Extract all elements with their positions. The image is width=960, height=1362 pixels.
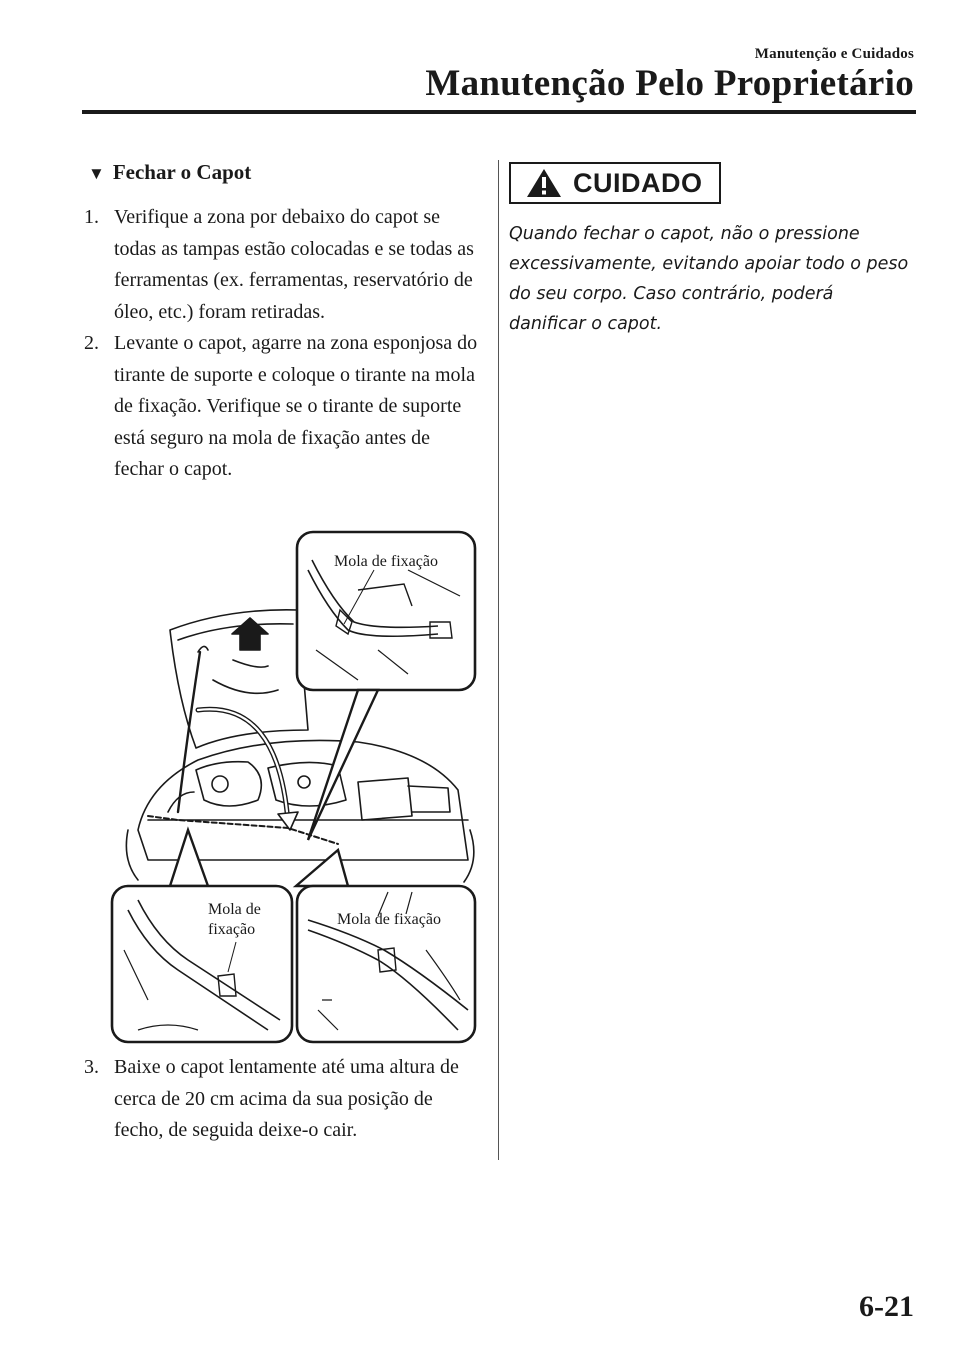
- label-bottom-right-spring: Mola de fixação: [337, 911, 441, 928]
- label-bottom-left-spring-line2: fixação: [208, 921, 256, 938]
- page-number: 6-21: [859, 1290, 914, 1323]
- step-number: 2.: [84, 332, 99, 354]
- procedure-title: [88, 160, 251, 185]
- inset-bottom-right: [296, 850, 475, 1042]
- section-heading: Manutenção Pelo Proprietário: [425, 63, 914, 104]
- warning-triangle-icon: [525, 167, 563, 199]
- header-rule: [82, 110, 916, 114]
- label-bottom-left-spring-line1: Mola de: [208, 901, 261, 918]
- steps-list-top: [84, 202, 484, 486]
- hood-prop-illustration: [108, 530, 480, 1051]
- step-text: Baixe o capot lentamente até uma altura de cerca de 20 cm acima da sua posição de fecho, de seguida deixe-o cair.: [114, 1056, 459, 1141]
- step-number: 1.: [84, 206, 99, 228]
- column-divider: [498, 160, 499, 1160]
- triangle-bullet-icon: ▼: [88, 164, 105, 183]
- step-1: [84, 202, 484, 328]
- caution-text: Quando fechar o capot, não o pressione excessivamente, evitando apoiar todo o peso do seu corpo. Caso contrário, poderá danificar o capot.: [509, 224, 909, 334]
- steps-list-bottom: [84, 1052, 484, 1147]
- step-2: [84, 328, 484, 486]
- label-top-spring: Mola de fixação: [334, 553, 438, 570]
- procedure-title-text: Fechar o Capot: [112, 160, 252, 184]
- step-number: 3.: [84, 1056, 99, 1078]
- step-3: [84, 1052, 484, 1147]
- caution-header: [509, 162, 721, 204]
- step-text: Levante o capot, agarre na zona esponjosa do tirante de suporte e coloque o tirante na mola de fixação. Verifique se o tirante de suporte está seguro na mola de fixação antes de fechar o capot.: [114, 332, 478, 480]
- caution-label: CUIDADO: [573, 167, 703, 198]
- chapter-heading: Manutenção e Cuidados: [754, 46, 914, 62]
- inset-bottom-left: [112, 830, 292, 1042]
- step-text: Verifique a zona por debaixo do capot se todas as tampas estão colocadas e se todas as ferramentas (ex. ferramentas, reservatório de óleo, etc.) foram retiradas.: [114, 206, 474, 323]
